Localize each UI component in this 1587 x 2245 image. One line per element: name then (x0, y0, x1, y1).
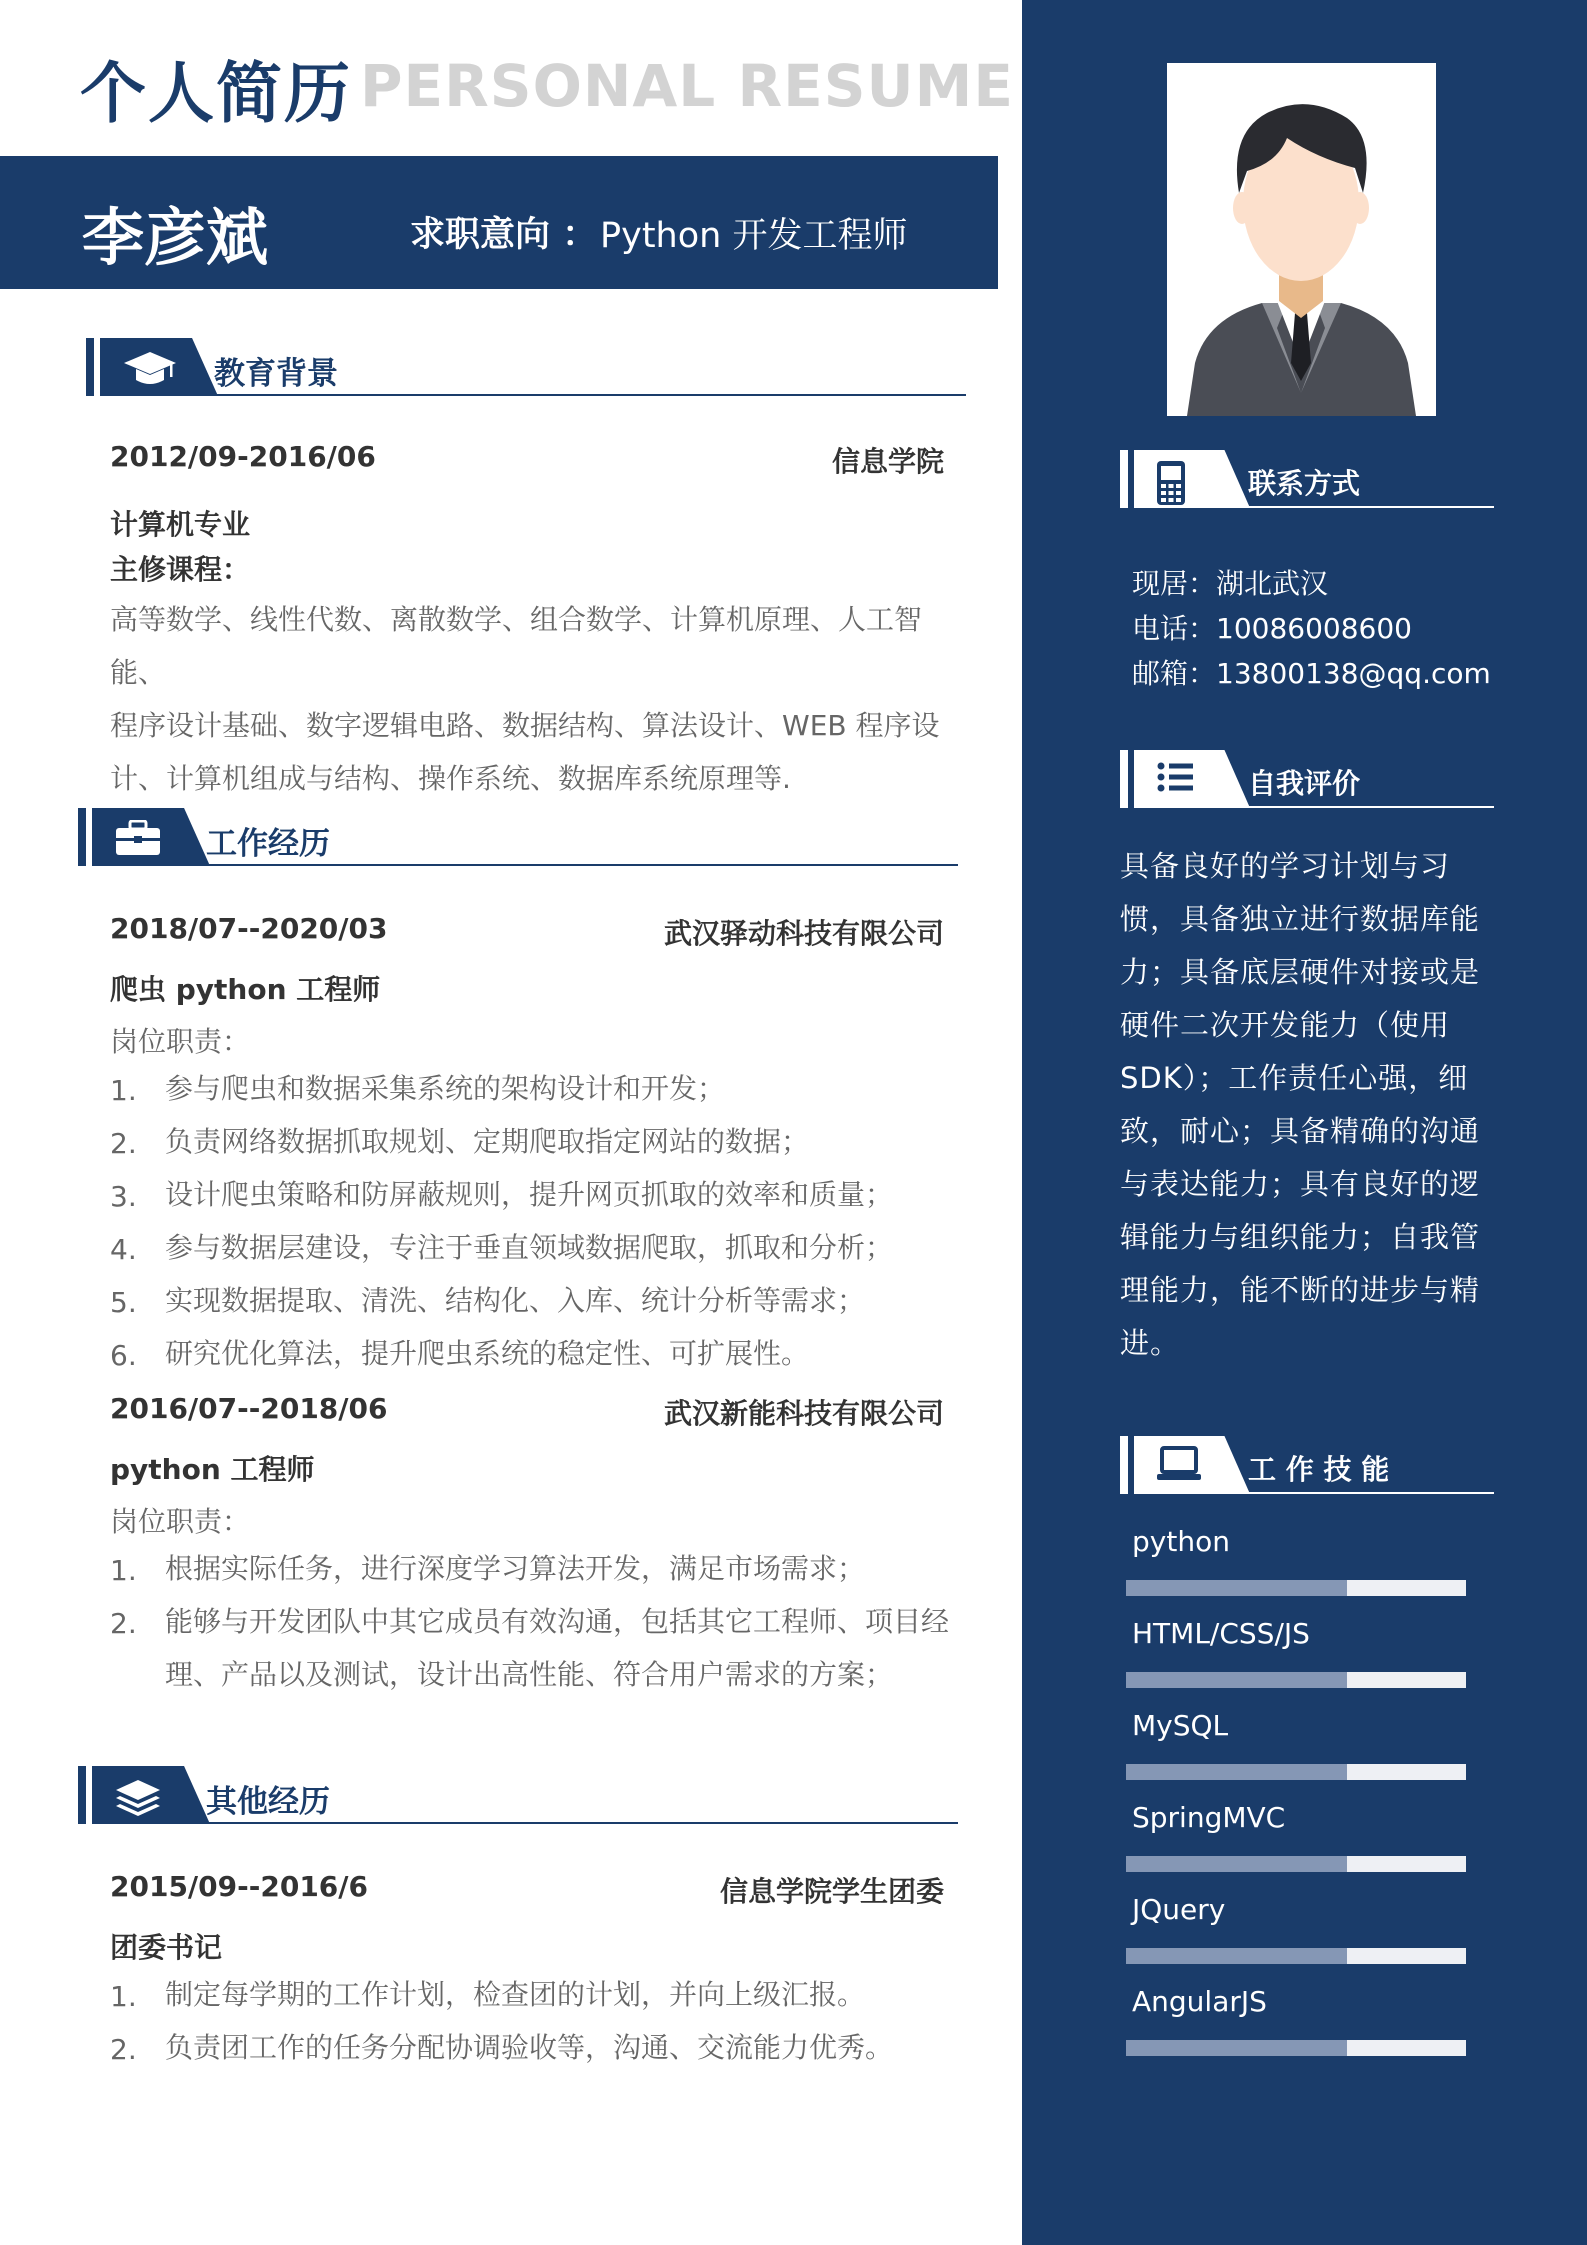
skill-name: AngularJS (1132, 1985, 1267, 2018)
profile-photo (1167, 63, 1436, 416)
skill-level-fill (1126, 1856, 1347, 1872)
other-org: 信息学院学生团委 (719, 1875, 944, 1908)
skills-heading (1120, 1436, 1500, 1496)
contact-heading-label: 联系方式 (1248, 467, 1361, 500)
education-date: 2012/09-2016/06 (110, 440, 376, 473)
job2-date: 2016/07--2018/06 (110, 1392, 388, 1425)
skill-level-bar (1126, 1764, 1466, 1780)
job1-duties-label: 岗位职责： (110, 1025, 251, 1058)
resume-title-en: PERSONAL RESUME (360, 52, 1014, 120)
job1-date: 2018/07--2020/03 (110, 912, 388, 945)
contact-phone: 电话：10086008600 (1132, 612, 1412, 645)
mobile-phone-icon (1156, 460, 1186, 506)
list-icon (1156, 760, 1196, 794)
job1-role: 爬虫 python 工程师 (110, 973, 381, 1006)
self-eval-line: 惯，具备独立进行数据库能 (1120, 902, 1481, 936)
job1-company: 武汉驿动科技有限公司 (663, 917, 944, 950)
skill-level-fill (1126, 1580, 1347, 1596)
skill-name: python (1132, 1525, 1230, 1558)
courses-list (110, 593, 970, 805)
skill-level-fill (1126, 1764, 1347, 1780)
skill-level-bar (1126, 1672, 1466, 1688)
skill-level-bar (1126, 1948, 1466, 1964)
graduation-cap-icon (122, 350, 178, 386)
education-heading (86, 338, 966, 398)
skill-name: HTML/CSS/JS (1132, 1617, 1310, 1650)
self-eval-line: 具备良好的学习计划与习 (1120, 849, 1451, 883)
work-heading-label: 工作经历 (206, 826, 330, 862)
laptop-icon (1156, 1446, 1202, 1482)
courses-label: 主修课程： (110, 553, 251, 586)
self-eval-heading (1120, 750, 1500, 810)
skill-level-bar (1126, 2040, 1466, 2056)
skill-level-bar (1126, 1856, 1466, 1872)
education-major: 计算机专业 (110, 508, 251, 541)
job2-duties-label: 岗位职责： (110, 1505, 251, 1538)
skill-name: MySQL (1132, 1709, 1229, 1742)
education-heading-label: 教育背景 (214, 356, 338, 392)
courses-line: 程序设计基础、数字逻辑电路、数据结构、算法设计、WEB 程序设 (110, 709, 940, 742)
job-intent-value: Python 开发工程师 (600, 216, 908, 256)
job2-role: python 工程师 (110, 1453, 315, 1486)
other-date: 2015/09--2016/6 (110, 1870, 369, 1903)
other-heading (78, 1766, 958, 1826)
skill-level-bar (1126, 1580, 1466, 1596)
skill-level-fill (1126, 2040, 1347, 2056)
self-eval-line: 力；具备底层硬件对接或是 (1120, 955, 1481, 989)
self-eval-text (1120, 840, 1500, 1370)
other-heading-label: 其他经历 (206, 1784, 330, 1820)
self-eval-heading-label: 自我评价 (1248, 767, 1361, 800)
skill-level-fill (1126, 1948, 1347, 1964)
contact-location: 现居：湖北武汉 (1132, 567, 1329, 600)
resume-title-cn: 个人简历 (80, 55, 352, 132)
work-heading (78, 808, 958, 868)
self-eval-line: 与表达能力；具有良好的逻 (1120, 1167, 1481, 1201)
job2-company: 武汉新能科技有限公司 (663, 1397, 944, 1430)
education-school: 信息学院 (831, 445, 944, 478)
skill-name: JQuery (1132, 1893, 1226, 1926)
skill-level-fill (1126, 1672, 1347, 1688)
candidate-name: 李彦斌 (82, 201, 269, 274)
avatar-man-suit-icon (1167, 63, 1436, 416)
contact-email: 邮箱：13800138@qq.com (1132, 657, 1491, 690)
self-eval-line: SDK）；工作责任心强，细 (1120, 1061, 1469, 1095)
other-role: 团委书记 (110, 1931, 223, 1964)
self-eval-line: 硬件二次开发能力（使用 (1120, 1008, 1451, 1042)
courses-line: 高等数学、线性代数、离散数学、组合数学、计算机原理、人工智能、 (110, 603, 923, 689)
job-intent-label: 求职意向 ： (410, 215, 598, 255)
contact-heading (1120, 450, 1500, 510)
briefcase-icon (114, 820, 162, 856)
layers-icon (114, 1778, 162, 1818)
skill-name: SpringMVC (1132, 1801, 1286, 1834)
courses-line: 计、计算机组成与结构、操作系统、数据库系统原理等. (110, 762, 791, 795)
self-eval-line: 致，耐心；具备精确的沟通 (1120, 1114, 1481, 1148)
skills-heading-label: 工 作 技 能 (1248, 1453, 1390, 1486)
self-eval-line: 理能力，能不断的进步与精 (1120, 1273, 1481, 1307)
self-eval-line: 辑能力与组织能力；自我管 (1120, 1220, 1481, 1254)
self-eval-line: 进。 (1120, 1326, 1181, 1360)
